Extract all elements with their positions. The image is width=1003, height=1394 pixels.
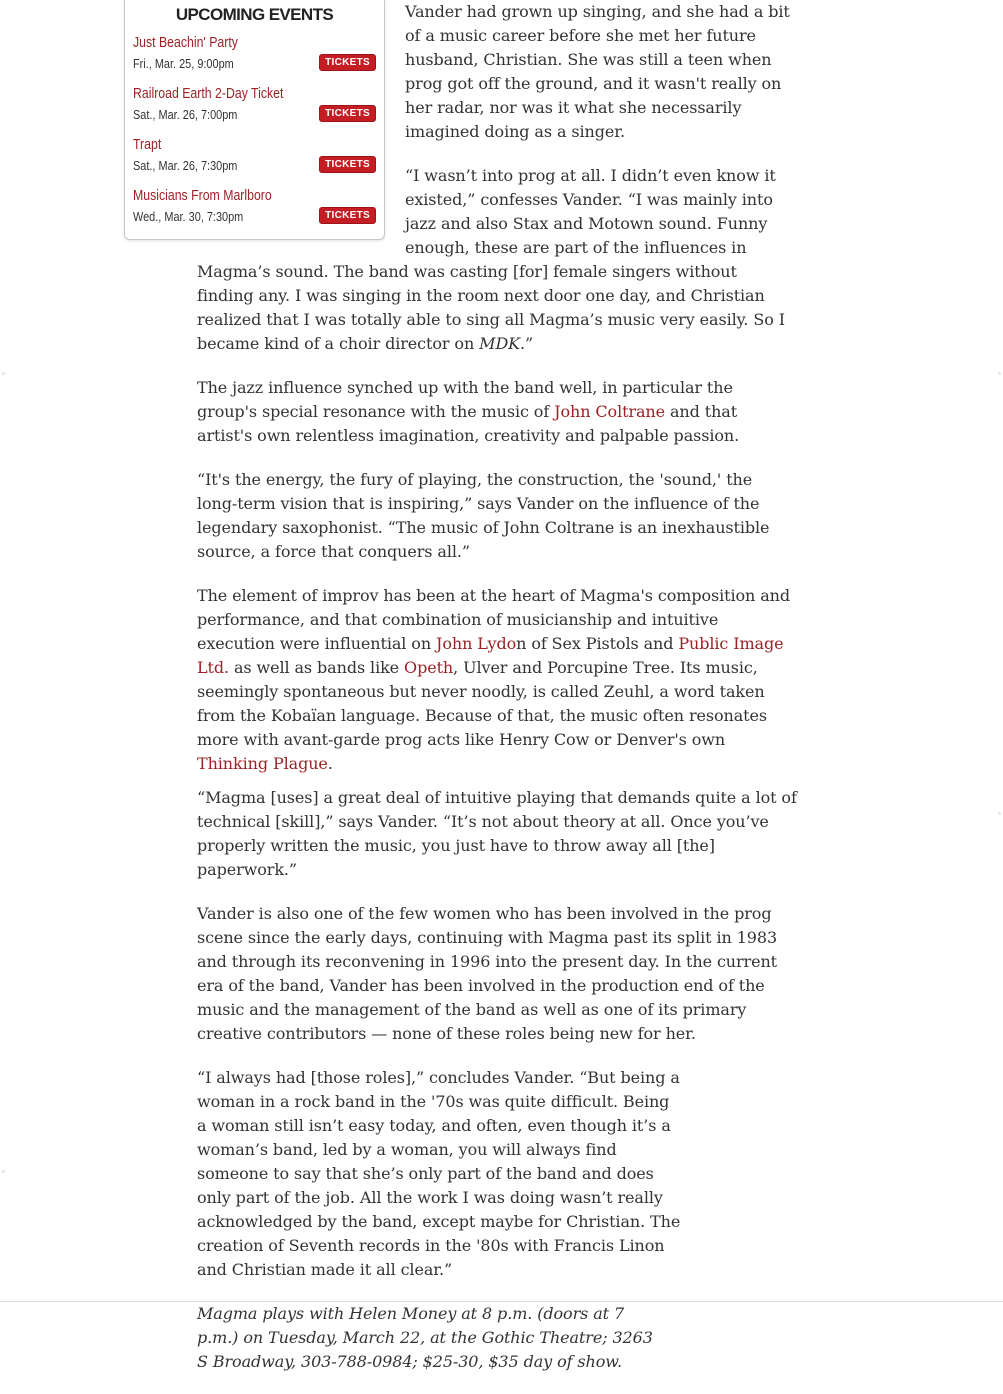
article-paragraph — [197, 376, 797, 448]
article-paragraph: Vander had grown up singing, and she had a bit of a music career before she met her future husband, Christian. She was still a teen when prog got off the ground, and it wasn't really on her radar, nor was it what she necessarily imagined doing as a singer. — [405, 2, 790, 141]
page-edge-dot — [2, 372, 5, 375]
tickets-button[interactable]: TICKETS — [319, 105, 376, 122]
event-link[interactable]: Trapt — [133, 136, 162, 153]
opeth-link[interactable]: Opeth — [404, 658, 454, 677]
paragraph-text: “I wasn’t into prog at all. I didn’t even know it existed,” confesses Vander. “I was mainly into jazz and also Stax and Motown sound. Funny enough, these are part of the influences in Magma’s sound. The band was casting [for] female singers without finding any. I was singing in the room next door one day, and Christian realized that I was totally able to sing all Magma’s music very easily. So I became kind of a choir director on — [197, 166, 785, 353]
article-paragraph — [197, 584, 797, 776]
john-lydon-link[interactable]: John Lydo — [436, 634, 517, 653]
event-item — [125, 33, 384, 84]
tickets-button[interactable]: TICKETS — [319, 207, 376, 224]
event-item — [125, 135, 384, 186]
article-paragraph: Vander is also one of the few women who has been involved in the prog scene since the early days, continuing with Magma past its split in 1983 and through its reconvening in 1996 into the present day. In the current era of the band, Vander has been involved in the production end of the music and the management of the band as well as one of its primary creative contributors — none of these roles being new for her. — [197, 904, 778, 1043]
article-paragraph: “I always had [those roles],” concludes Vander. “But being a woman in a rock band in the '70s was quite difficult. Being a woman still isn’t easy today, and often, even though it’s a woman’s band, led by a woman, you will always find someone to say that she’s only part of the band and does only part of the job. All the work I was doing wasn’t really acknowledged by the band, except maybe for Christian. The creation of Seventh records in the '80s with Francis Linon and Christian made it all clear.” — [197, 1068, 681, 1279]
event-date: Fri., Mar. 25, 9:00pm — [133, 56, 234, 71]
tickets-button[interactable]: TICKETS — [319, 156, 376, 173]
upcoming-events-widget — [124, 0, 385, 240]
event-date: Sat., Mar. 26, 7:30pm — [133, 158, 238, 173]
thinking-plague-link[interactable]: Thinking Plague — [197, 754, 328, 773]
john-coltrane-link[interactable]: John Coltrane — [554, 402, 665, 421]
page-edge-dot — [2, 1170, 5, 1173]
event-item — [125, 84, 384, 135]
paragraph-text: The element of improv has been at the heart of Magma's composition and performance, and that combination of musicianship and intuitive execution were influential on — [197, 586, 790, 653]
article-body — [133, 0, 797, 1394]
event-link[interactable]: Railroad Earth 2-Day Ticket — [133, 85, 284, 102]
public-image-ltd-link[interactable]: Public Image Ltd. — [197, 634, 784, 677]
page-bottom-rule — [0, 1301, 1003, 1302]
event-link[interactable]: Musicians From Marlboro — [133, 187, 272, 204]
tickets-button[interactable]: TICKETS — [319, 54, 376, 71]
article-paragraph: “It's the energy, the fury of playing, the construction, the 'sound,' the long-term vision that is inspiring,” says Vander on the influence of the legendary saxophonist. “The music of John Coltrane is an inexhaustible source, a force that conquers all.” — [197, 470, 770, 561]
event-date: Sat., Mar. 26, 7:00pm — [133, 107, 238, 122]
paragraph-text: as well as bands like — [228, 658, 405, 677]
paragraph-text: and that artist's own relentless imagination, creativity and palpable passion. — [197, 402, 740, 445]
upcoming-events-title: UPCOMING EVENTS — [175, 5, 334, 24]
page-edge-dot — [998, 372, 1001, 375]
paragraph-text: The jazz influence synched up with the band well, in particular the group's special resonance with the music of — [197, 378, 733, 421]
event-date: Wed., Mar. 30, 7:30pm — [133, 209, 244, 224]
event-link[interactable]: Just Beachin' Party — [133, 34, 238, 51]
album-title: MDK — [479, 334, 521, 353]
paragraph-text: .” — [520, 334, 534, 353]
paragraph-text: . — [327, 754, 333, 773]
event-item — [125, 186, 384, 231]
page-edge-dot — [998, 812, 1001, 815]
paragraph-text: , Ulver and Porcupine Tree. Its music, seemingly spontaneous but never noodly, is called Zeuhl, a word taken from the Kobaïan language. Because of that, the music often resonates more with avant-garde prog acts like Henry Cow or Denver's own — [197, 658, 767, 749]
paragraph-text: n of Sex Pistols and — [516, 634, 679, 653]
article-paragraph: “Magma [uses] a great deal of intuitive playing that demands quite a lot of technical [skill],” says Vander. “It’s not about theory at all. Once you’ve properly written the music, you just have to throw away all [the] paperwork.” — [197, 788, 797, 879]
show-info-paragraph: Magma plays with Helen Money at 8 p.m. (doors at 7 p.m.) on Tuesday, March 22, at the Gothic Theatre; 3263 S Broadway, 303-788-0984; $25-30, $35 day of show. — [197, 1304, 653, 1371]
